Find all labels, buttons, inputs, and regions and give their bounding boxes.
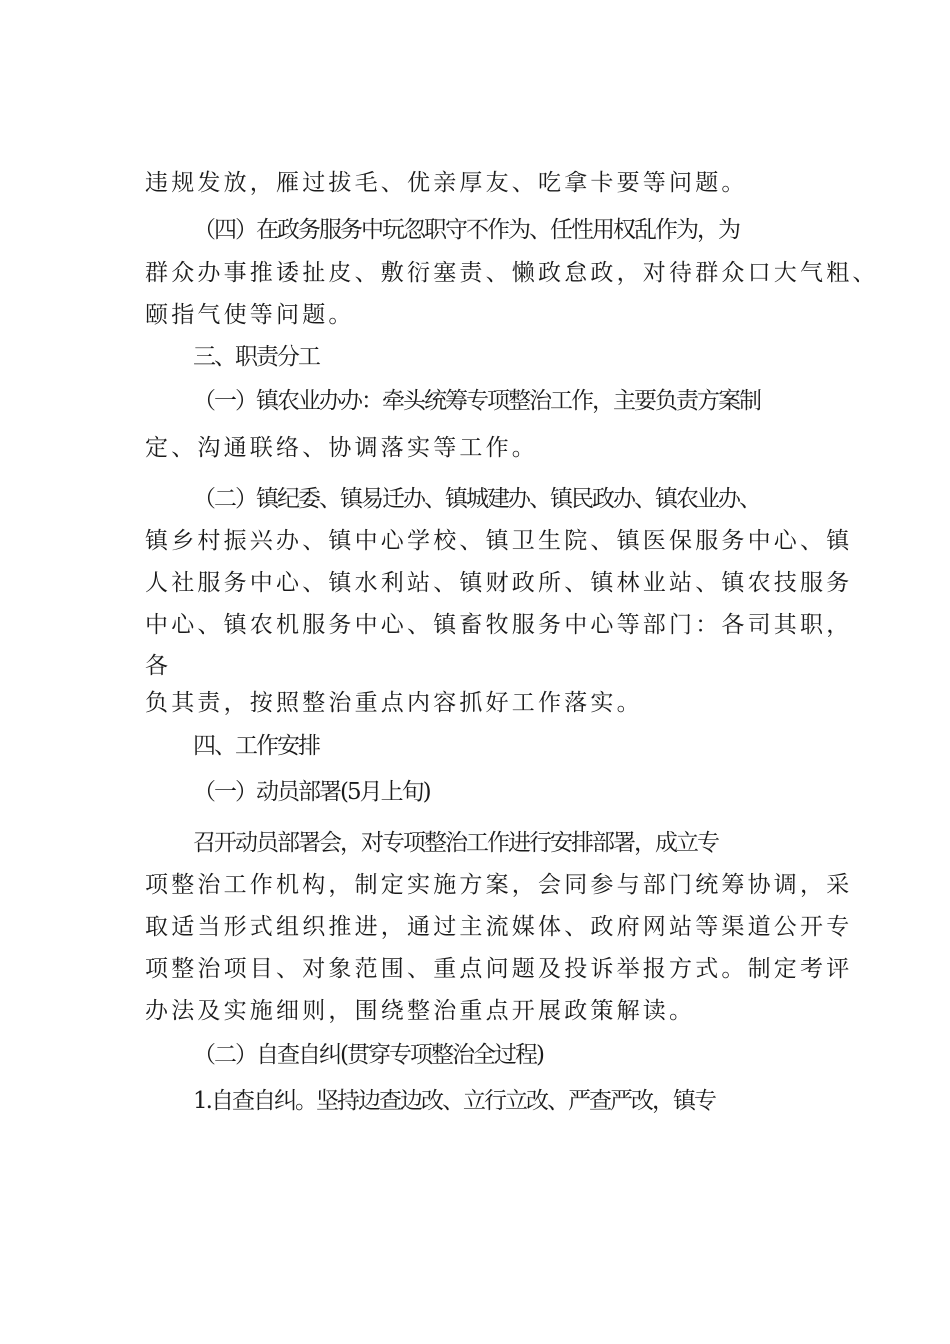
text-line-9: 镇乡村振兴办、镇中心学校、镇卫生院、镇医保服务中心、镇 <box>145 528 853 554</box>
text-line-10: 人社服务中心、镇水利站、镇财政所、镇林业站、镇农技服务 <box>145 570 853 596</box>
text-line-7: 定、沟通联络、协调落实等工作。 <box>145 435 538 461</box>
text-line-19: 项整治项目、对象范围、重点问题及投诉举报方式。制定考评 <box>145 956 853 982</box>
text-line-12: 各 <box>145 653 172 679</box>
text-line-11: 中心、镇农机服务中心、镇畜牧服务中心等部门：各司其职， <box>145 612 853 638</box>
text-line-15: （一）动员部署(5月上旬) <box>193 779 430 805</box>
text-line-3: 群众办事推诿扯皮、敷衍塞责、懒政怠政，对待群众口大气粗、 <box>145 260 879 286</box>
text-line-1: 违规发放，雁过拔毛、优亲厚友、吃拿卡要等问题。 <box>145 170 748 196</box>
text-line-16: 召开动员部署会，对专项整治工作进行安排部署，成立专 <box>193 830 718 856</box>
text-line-21: （二）自查自纠(贯穿专项整治全过程) <box>193 1042 543 1068</box>
section-heading-4: 四、工作安排 <box>193 733 319 759</box>
text-line-20: 办法及实施细则，围绕整治重点开展政策解读。 <box>145 998 696 1024</box>
text-line-8: （二）镇纪委、镇易迁办、镇城建办、镇民政办、镇农业办、 <box>193 486 760 512</box>
text-line-4: 颐指气使等问题。 <box>145 302 355 328</box>
text-line-22: 1.自查自纠。坚持边查边改、立行立改、严查严改，镇专 <box>193 1088 715 1114</box>
section-heading-3: 三、职责分工 <box>193 344 319 370</box>
text-line-2: （四）在政务服务中玩忽职守不作为、任性用权乱作为，为 <box>193 217 739 243</box>
text-line-18: 取适当形式组织推进，通过主流媒体、政府网站等渠道公开专 <box>145 914 853 940</box>
text-line-17: 项整治工作机构，制定实施方案，会同参与部门统筹协调，采 <box>145 872 853 898</box>
text-line-6: （一）镇农业办办：牵头统筹专项整治工作，主要负责方案制 <box>193 388 760 414</box>
text-line-13: 负其责，按照整治重点内容抓好工作落实。 <box>145 690 643 716</box>
